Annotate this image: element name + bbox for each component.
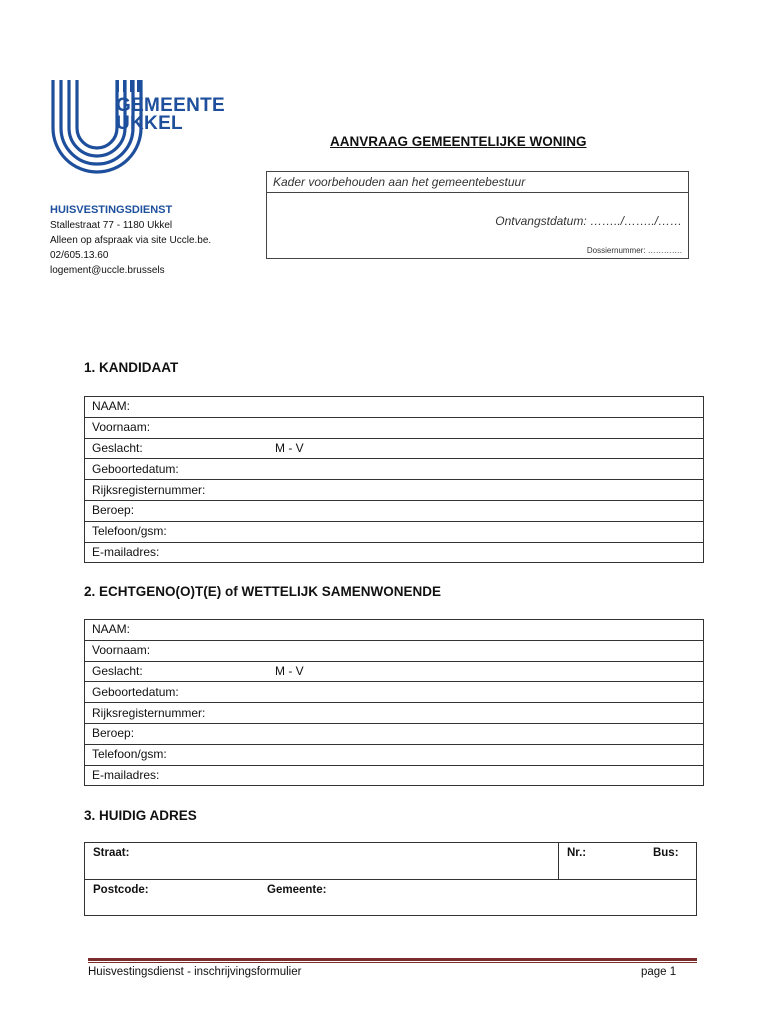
field-rijksregisternummer[interactable] [85,480,704,501]
field-label: Geslacht: [92,440,143,455]
field-label: E-mailadres: [92,767,160,782]
field-bus[interactable] [645,843,697,880]
field-label: Geboortedatum: [92,461,179,476]
field-label: Voornaam: [92,420,151,435]
field-label: Telefoon/gsm: [92,747,167,762]
service-address: Stallestraat 77 - 1180 Ukkel [50,220,173,231]
service-name: HUISVESTINGSDIENST [50,204,173,216]
address-table [84,842,697,916]
field-geboortedatum[interactable] [85,682,704,703]
gender-options: M - V [275,440,304,455]
service-email: logement@uccle.brussels [50,265,165,276]
partner-table [84,619,704,786]
field-voornaam[interactable] [85,417,704,438]
table-row [85,459,704,480]
section-title-partner: 2. ECHTGENO(O)T(E) of WETTELIJK SAMENWONENDE [84,584,441,599]
field-postcode[interactable] [85,880,260,916]
field-label: Geboortedatum: [92,684,179,699]
logo-text-line1: GEMEENTE [116,95,226,116]
footer-text: Huisvestingsdienst - inschrijvingsformulier [88,966,302,978]
field-naam[interactable] [85,620,704,641]
document-title: AANVRAAG GEMEENTELIJKE WONING [330,134,587,149]
table-row [85,397,704,418]
field-label: Rijksregisternummer: [92,705,206,720]
field-beroep[interactable] [85,500,704,521]
dossier-number-field: Dossiernummer: …………. [586,246,682,255]
service-phone: 02/605.13.60 [50,250,109,261]
field-label: NAAM: [92,399,131,414]
candidate-table [84,396,704,563]
table-row [85,620,704,641]
table-row [85,438,704,459]
field-label: Straat: [93,847,130,859]
section-title-kandidaat: 1. KANDIDAAT [84,360,179,375]
field-email[interactable] [85,765,704,786]
field-geslacht[interactable] [85,438,704,459]
field-label: Geslacht: [92,663,143,678]
admin-reserved-box [266,171,689,259]
table-row [85,723,704,744]
table-row [85,703,704,724]
table-row [85,765,704,786]
footer-divider-thin [88,962,697,963]
field-label: Gemeente: [267,884,327,896]
service-appointment: Alleen op afspraak via site Uccle.be. [50,235,212,246]
table-row [85,542,704,563]
table-row [85,880,697,916]
field-label: NAAM: [92,622,131,637]
table-row [85,417,704,438]
field-label: Bus: [652,847,679,859]
municipality-logo [50,78,225,188]
table-row [85,682,704,703]
field-rijksregisternummer[interactable] [85,703,704,724]
gender-options: M - V [275,663,304,678]
field-geslacht[interactable] [85,661,704,682]
field-label: Beroep: [92,726,135,741]
field-telefoon[interactable] [85,744,704,765]
table-row [85,744,704,765]
field-geboortedatum[interactable] [85,459,704,480]
field-label: Beroep: [92,503,135,518]
field-telefoon[interactable] [85,521,704,542]
field-beroep[interactable] [85,723,704,744]
section-title-adres: 3. HUIDIG ADRES [84,808,197,823]
page-number: page 1 [641,966,677,978]
table-row [85,521,704,542]
field-label: Postcode: [93,884,149,896]
field-naam[interactable] [85,397,704,418]
received-date-field: Ontvangstdatum: ……../……../…… [495,214,682,228]
logo-text-line2: UKKEL [116,113,183,134]
table-row [85,661,704,682]
field-label: E-mailadres: [92,544,160,559]
table-row [85,843,697,880]
table-row [85,480,704,501]
field-gemeente[interactable] [259,880,697,916]
admin-box-header: Kader voorbehouden aan het gemeentebestuur [267,172,688,193]
field-label: Voornaam: [92,643,151,658]
table-row [85,640,704,661]
footer-divider [88,958,697,961]
field-nr[interactable] [558,843,645,880]
field-label: Telefoon/gsm: [92,524,167,539]
field-label: Rijksregisternummer: [92,482,206,497]
field-email[interactable] [85,542,704,563]
field-voornaam[interactable] [85,640,704,661]
table-row [85,500,704,521]
field-label: Nr.: [566,847,587,859]
field-straat[interactable] [85,843,559,880]
